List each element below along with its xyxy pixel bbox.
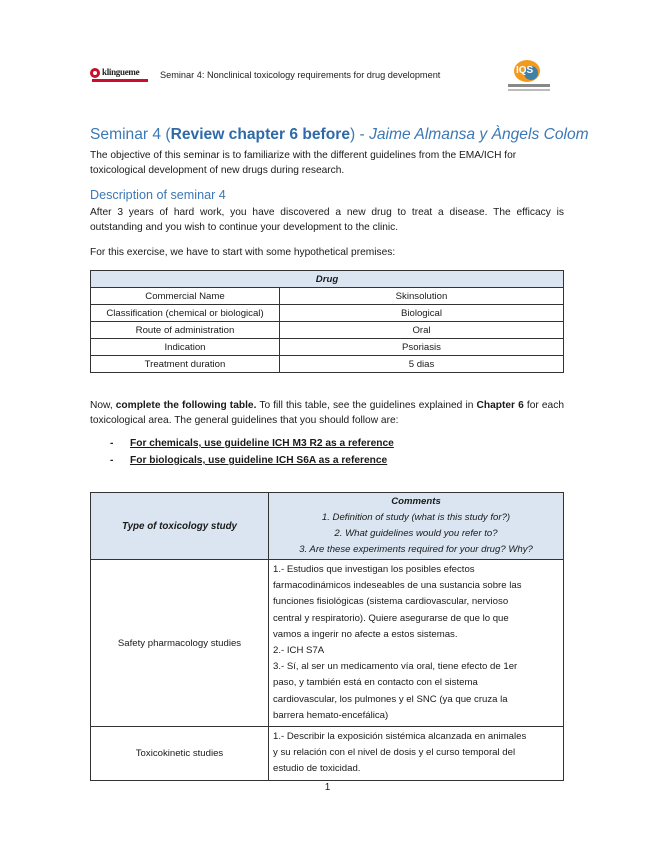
header-title: Seminar 4: Nonclinical toxicology requirements for drug development: [160, 70, 441, 80]
page-number: 1: [324, 782, 331, 793]
page-title: Seminar 4 (Review chapter 6 before) - Jaime Almansa y Àngels Colom: [90, 126, 589, 143]
table-row: [91, 560, 564, 727]
intro-paragraph: The objective of this seminar is to familiarize with the different guidelines from the EMA/ICH for toxicological development of new drugs during research.: [90, 150, 517, 176]
page-header: [90, 60, 560, 94]
row-comments: 1.- Estudios que investigan los posibles efectos farmacodinámicos indeseables de una sustancia sobre las funciones fisiológicas (sistema cardiovascular, nervioso central y respiratorio). Quiere asegurarse de que lo que vamos a ingerir no afecte a estos sistemas. 2.- ICH S7A 3.- Sí, al ser un medicamento vía oral, tiene efecto de 1er paso, y también está en contacto con el sistema cardiovascular, los pulmones y el SNC (ya que cruza la barrera hemato-encefálica): [269, 560, 564, 727]
toxicology-table: [90, 492, 564, 781]
guideline-biologicals: - For biologicals, use guideline ICH S6A as a reference: [110, 455, 388, 466]
row-comments: 1.- Describir la exposición sistémica alcanzada en animales y su relación con el nivel de dosis y el curso temporal del estudio de toxicidad.: [269, 727, 564, 781]
tox-col1-header: Type of toxicology study: [91, 493, 269, 560]
tox-col2-header: Comments 1. Definition of study (what is this study for?) 2. What guidelines would you refer to? 3. Are these experiments required for your drug? Why?: [269, 493, 564, 560]
row-label: Toxicokinetic studies: [91, 727, 269, 781]
guideline-chemicals: - For chemicals, use guideline ICH M3 R2 as a reference: [110, 438, 394, 449]
instructions-paragraph: Now, complete the following table. To fill this table, see the guidelines explained in Chapter 6 for each toxicological area. The general guidelines that you should follow are:: [90, 400, 564, 426]
row-label: Safety pharmacology studies: [91, 560, 269, 727]
klingueme-logo: klingueme: [90, 67, 150, 83]
table-row: Indication Psoriasis: [91, 339, 564, 356]
table-row: Route of administration Oral: [91, 322, 564, 339]
drug-table: [90, 270, 564, 373]
premises-paragraph: For this exercise, we have to start with some hypothetical premises:: [90, 247, 396, 258]
drug-table-header: Drug: [91, 271, 564, 288]
table-row: Classification (chemical or biological) Biological: [91, 305, 564, 322]
table-row: [91, 727, 564, 781]
table-row: Treatment duration 5 dias: [91, 356, 564, 373]
description-paragraph: After 3 years of hard work, you have discovered a new drug to treat a disease. The efficacy is outstanding and you wish to continue your development to the clinic.: [90, 207, 564, 233]
description-heading: Description of seminar 4: [90, 188, 226, 202]
iqs-logo: IQS: [504, 60, 556, 94]
table-row: Commercial Name Skinsolution: [91, 288, 564, 305]
